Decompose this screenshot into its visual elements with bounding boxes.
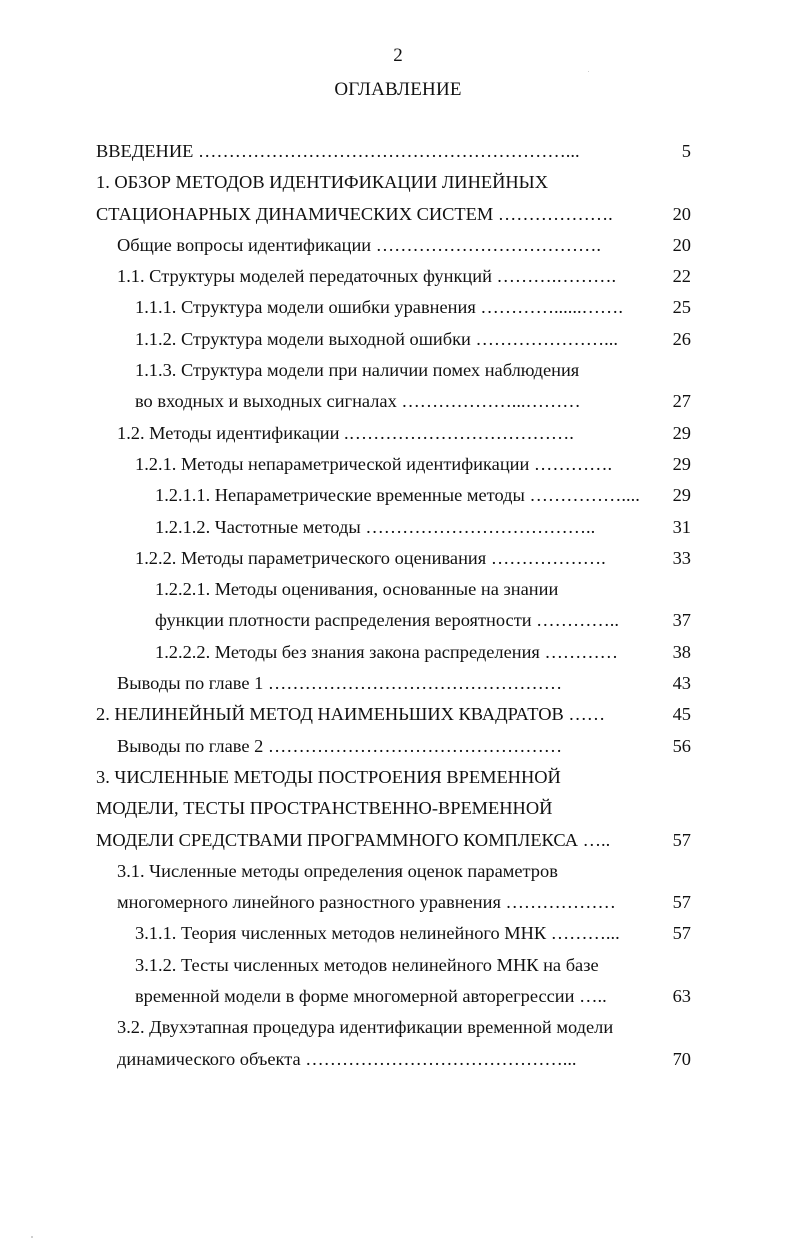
toc-entry-3-2-line-2[interactable] — [0, 1044, 796, 1075]
toc-entry-text: Общие вопросы идентификации ………………………………. — [117, 234, 602, 255]
toc-entry-chapter-1-line-1[interactable] — [0, 167, 796, 198]
toc-entry-text: многомерного линейного разностного уравнения ……………… — [117, 892, 616, 913]
toc-entry-text: Выводы по главе 2 ………………………………………… — [117, 735, 563, 756]
toc-entry-text: 3. ЧИСЛЕННЫЕ МЕТОДЫ ПОСТРОЕНИЯ ВРЕМЕННОЙ — [96, 766, 561, 787]
toc-entry-1-1-2[interactable] — [0, 324, 796, 355]
toc-entry-text: 1.2.1.1. Непараметрические временные методы …………….... — [155, 485, 640, 506]
toc-entry-chapter-1-line-2[interactable] — [0, 199, 796, 230]
table-of-contents — [0, 136, 796, 1075]
page-title: ОГЛАВЛЕНИЕ — [334, 79, 462, 100]
toc-entry-page: 25 — [672, 297, 691, 318]
toc-entry-1-1-3-line-1[interactable] — [0, 355, 796, 386]
toc-entry-3-2-line-1[interactable] — [0, 1012, 796, 1043]
toc-entry-page: 22 — [672, 266, 691, 287]
toc-entry-page: 57 — [672, 829, 691, 850]
toc-entry-conclusions-1[interactable] — [0, 668, 796, 699]
toc-entry-page: 26 — [672, 328, 691, 349]
toc-entry-conclusions-2[interactable] — [0, 731, 796, 762]
toc-entry-page: 37 — [672, 610, 691, 631]
toc-entry-text: 1.2. Методы идентификации .………………………………. — [117, 422, 574, 443]
toc-entry-text: Выводы по главе 1 ………………………………………… — [117, 673, 563, 694]
toc-entry-page: 57 — [672, 892, 691, 913]
toc-entry-text: ВВЕДЕНИЕ ……………………………………………………... — [96, 141, 580, 161]
toc-entry-text: СТАЦИОНАРНЫХ ДИНАМИЧЕСКИХ СИСТЕМ ………………. — [96, 203, 613, 224]
scan-mark — [588, 71, 589, 72]
toc-entry-3-1-2-line-1[interactable] — [0, 950, 796, 981]
toc-entry-text: 1.2.2.1. Методы оценивания, основанные на знании — [155, 579, 559, 600]
toc-entry-text: 3.2. Двухэтапная процедура идентификации временной модели — [117, 1017, 614, 1038]
toc-entry-1-2-2-2[interactable] — [0, 637, 796, 668]
toc-entry-general-questions[interactable] — [0, 230, 796, 261]
toc-entry-page: 27 — [672, 391, 691, 412]
toc-entry-text: 1.2.2.2. Методы без знания закона распределения ………… — [155, 641, 619, 662]
toc-entry-text: функции плотности распределения вероятности ………….. — [155, 610, 619, 631]
toc-entry-text: МОДЕЛИ, ТЕСТЫ ПРОСТРАНСТВЕННО-ВРЕМЕННОЙ — [96, 798, 553, 819]
toc-entry-chapter-3-line-3[interactable] — [0, 825, 796, 856]
toc-entry-text: 1.1.1. Структура модели ошибки уравнения …………......……. — [135, 297, 623, 318]
toc-entry-page: 29 — [672, 422, 691, 443]
toc-entry-text: 1.1.3. Структура модели при наличии помех наблюдения — [135, 360, 580, 381]
toc-entry-text: 1. ОБЗОР МЕТОДОВ ИДЕНТИФИКАЦИИ ЛИНЕЙНЫХ — [96, 172, 548, 193]
toc-entry-page: 38 — [672, 641, 691, 662]
toc-entry-text: во входных и выходных сигналах ………………...……… — [135, 391, 581, 412]
toc-entry-text: 2. НЕЛИНЕЙНЫЙ МЕТОД НАИМЕНЬШИХ КВАДРАТОВ …… — [96, 704, 606, 725]
toc-entry-page: 63 — [672, 986, 691, 1007]
toc-entry-page: 33 — [672, 547, 691, 568]
toc-entry-3-1-line-1[interactable] — [0, 856, 796, 887]
toc-entry-3-1-line-2[interactable] — [0, 887, 796, 918]
toc-entry-introduction[interactable] — [0, 136, 796, 167]
toc-entry-1-1-3-line-2[interactable] — [0, 386, 796, 417]
toc-entry-1-2-2-1-line-2[interactable] — [0, 605, 796, 636]
toc-entry-text: 1.2.2. Методы параметрического оценивания ………………. — [135, 547, 606, 568]
toc-entry-text: 1.2.1. Методы непараметрической идентификации …………. — [135, 453, 613, 474]
toc-entry-3-1-2-line-2[interactable] — [0, 981, 796, 1012]
toc-entry-1-2-1[interactable] — [0, 449, 796, 480]
toc-entry-text: 3.1.1. Теория численных методов нелинейного МНК ………... — [135, 923, 620, 944]
page-number: 2 — [393, 45, 403, 66]
toc-entry-chapter-3-line-1[interactable] — [0, 762, 796, 793]
toc-entry-1-2-2[interactable] — [0, 543, 796, 574]
toc-entry-page: 29 — [672, 453, 691, 474]
toc-entry-page: 43 — [672, 673, 691, 694]
toc-entry-page: 70 — [672, 1048, 691, 1069]
toc-entry-text: 1.1. Структуры моделей передаточных функций ……….………. — [117, 266, 617, 287]
toc-entry-chapter-3-line-2[interactable] — [0, 793, 796, 824]
toc-entry-3-1-1[interactable] — [0, 918, 796, 949]
toc-entry-page: 57 — [672, 923, 691, 944]
toc-entry-text: временной модели в форме многомерной авторегрессии ….. — [135, 986, 607, 1007]
toc-entry-text: 3.1. Численные методы определения оценок параметров — [117, 860, 558, 881]
toc-entry-1-1[interactable] — [0, 261, 796, 292]
toc-entry-1-2[interactable] — [0, 418, 796, 449]
toc-entry-page: 29 — [672, 485, 691, 506]
toc-entry-1-2-1-1[interactable] — [0, 480, 796, 511]
toc-entry-page: 31 — [672, 516, 691, 537]
scan-mark — [31, 1236, 33, 1238]
toc-entry-page: 20 — [672, 234, 691, 255]
toc-entry-text: динамического объекта ……………………………………... — [117, 1048, 577, 1069]
toc-entry-text: МОДЕЛИ СРЕДСТВАМИ ПРОГРАММНОГО КОМПЛЕКСА ….. — [96, 829, 611, 850]
toc-entry-text: 3.1.2. Тесты численных методов нелинейного МНК на базе — [135, 954, 599, 975]
toc-entry-page: 45 — [672, 704, 691, 725]
toc-entry-page: 56 — [672, 735, 691, 756]
toc-entry-chapter-2[interactable] — [0, 699, 796, 730]
toc-entry-page: 20 — [672, 203, 691, 224]
toc-entry-1-2-2-1-line-1[interactable] — [0, 574, 796, 605]
toc-entry-text: 1.1.2. Структура модели выходной ошибки …………………... — [135, 328, 618, 349]
toc-entry-1-2-1-2[interactable] — [0, 512, 796, 543]
toc-entry-1-1-1[interactable] — [0, 292, 796, 323]
toc-entry-page: 5 — [681, 141, 691, 161]
toc-entry-text: 1.2.1.2. Частотные методы ……………………………….. — [155, 516, 596, 537]
